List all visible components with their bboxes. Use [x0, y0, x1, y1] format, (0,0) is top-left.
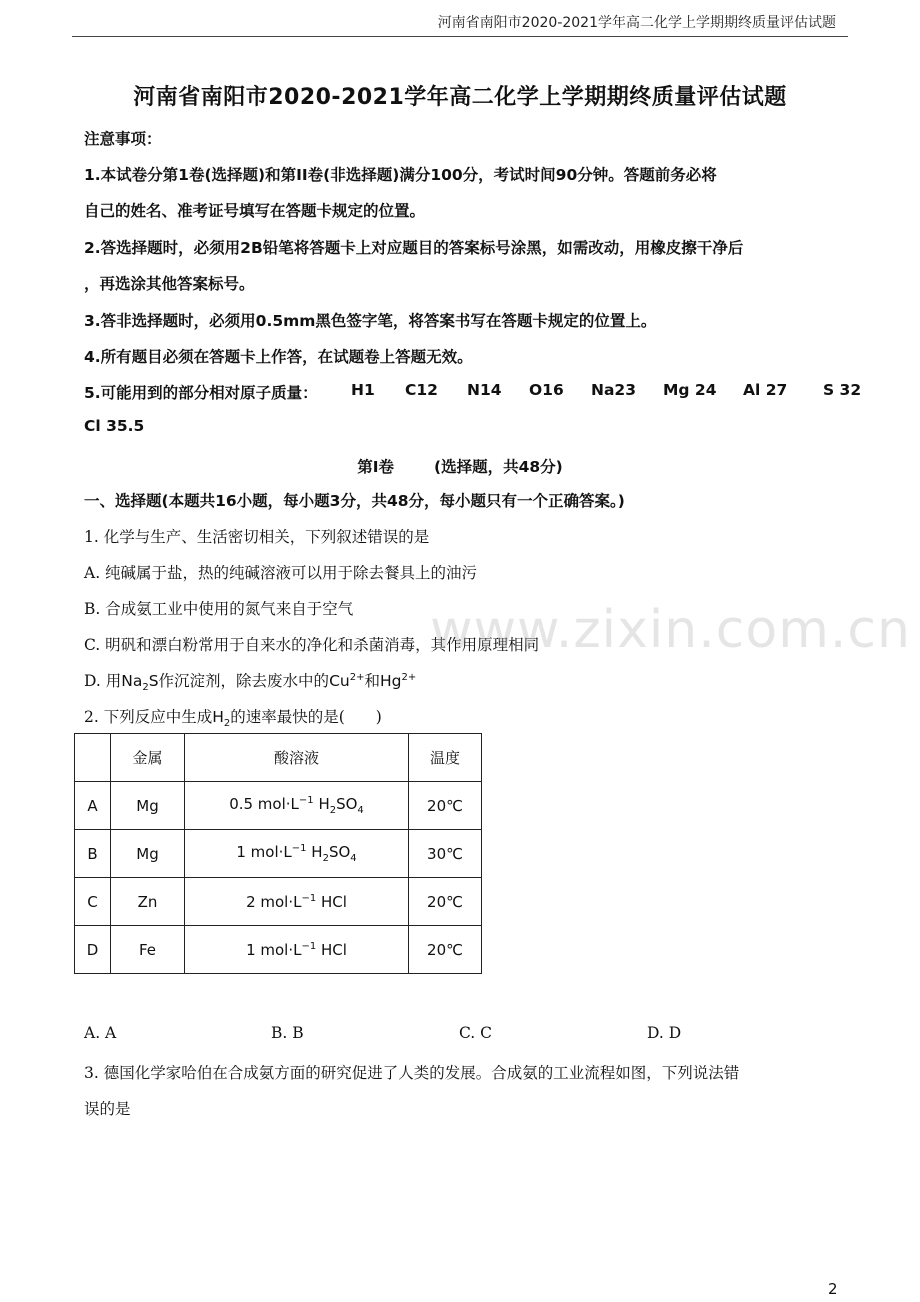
table-header-row [75, 734, 482, 782]
document-title: 河南省南阳市2020-2021学年高二化学上学期期终质量评估试题 [133, 85, 787, 110]
q2-stem-suffix: 的速率最快的是( ) [230, 708, 382, 726]
formula-na2s [121, 672, 159, 694]
question-2-stem [84, 705, 382, 729]
question-2-option-b: B. B [271, 1024, 304, 1042]
acid-formula-so: SO [336, 795, 358, 813]
acid-concentration: 2 mol·L [246, 892, 302, 911]
ion-cu-symbol: Cu [329, 672, 350, 690]
notice-item-5-line-2: Cl 35.5 [84, 417, 145, 435]
table-header-metal: 金属 [111, 734, 185, 782]
ion-hg-symbol: Hg [379, 672, 402, 690]
table-row [75, 878, 482, 926]
row-acid [185, 782, 409, 830]
atomic-mass-c: C12 [405, 381, 438, 399]
ion-cu-charge: 2+ [349, 671, 365, 683]
row-label: D [75, 926, 111, 974]
atomic-mass-prefix: 5.可能用到的部分相对原子质量： [84, 384, 318, 402]
acid-formula-so: SO [328, 843, 351, 861]
notice-item-1-line-1: 1.本试卷分第1卷(选择题)和第II卷(非选择题)满分100分，考试时间90分钟。答题前务必将 [84, 166, 717, 184]
question-1-option-c: C. 明矾和漂白粉常用于自来水的净化和杀菌消毒，其作用原理相同 [84, 636, 540, 654]
atomic-mass-na: Na23 [591, 381, 637, 399]
row-temperature: 30℃ [409, 830, 482, 878]
row-temperature: 20℃ [409, 782, 482, 830]
q2-formula-h: H [212, 708, 224, 726]
notice-item-4: 4.所有题目必须在答题卡上作答，在试题卷上答题无效。 [84, 348, 473, 366]
header-divider [72, 36, 848, 37]
q2-formula-subscript: 2 [223, 718, 231, 730]
acid-concentration: 0.5 mol·L [229, 795, 299, 813]
row-acid [185, 878, 409, 926]
notice-item-2-line-2: ，再选涂其他答案标号。 [84, 275, 255, 293]
question-1-option-a: A. 纯碱属于盐，热的纯碱溶液可以用于除去餐具上的油污 [84, 564, 478, 582]
atomic-mass-s: S 32 [823, 381, 862, 399]
formula-na: Na [121, 672, 143, 690]
row-metal: Mg [111, 782, 185, 830]
notice-item-3: 3.答非选择题时，必须用0.5mm黑色签字笔，将答案书写在答题卡规定的位置上。 [84, 312, 657, 330]
option-d-middle: 作沉淀剂，除去废水中的 [158, 672, 330, 690]
row-acid [185, 830, 409, 878]
question-2-option-a: A. A [84, 1024, 117, 1042]
atomic-mass-mg: Mg 24 [663, 381, 717, 399]
notice-item-1-line-2: 自己的姓名、准考证号填写在答题卡规定的位置。 [84, 202, 426, 220]
row-acid [185, 926, 409, 974]
watermark: www.zixin.com.cn [430, 600, 911, 660]
question-2-option-d: D. D [647, 1024, 682, 1042]
question-1-option-d [84, 669, 416, 693]
notice-heading: 注意事项： [84, 130, 162, 148]
part-heading: 一、选择题(本题共16小题，每小题3分，共48分，每小题只有一个正确答案。) [84, 492, 625, 510]
question-3-stem-line-1: 3. 德国化学家哈伯在合成氨方面的研究促进了人类的发展。合成氨的工业流程如图，下列说法错 [84, 1064, 740, 1082]
option-d-prefix: D. 用 [84, 672, 122, 690]
row-temperature: 20℃ [409, 878, 482, 926]
question-2-option-c: C. C [459, 1024, 493, 1042]
table-row [75, 830, 482, 878]
ion-hg-charge: 2+ [401, 671, 417, 683]
question-1-option-b: B. 合成氨工业中使用的氮气来自于空气 [84, 600, 354, 618]
acid-formula-h: H [318, 795, 330, 813]
table-header-temperature: 温度 [409, 734, 482, 782]
acid-concentration: 1 mol·L [246, 940, 302, 959]
acid-formula-h: H [311, 843, 323, 861]
atomic-mass-al: Al 27 [743, 381, 788, 399]
question-3-stem-line-2: 误的是 [84, 1100, 131, 1118]
atomic-mass-n: N14 [467, 381, 502, 399]
table-row [75, 782, 482, 830]
acid-formula: HCl [321, 892, 347, 911]
ion-cu [329, 672, 364, 690]
table-header-blank [75, 734, 111, 782]
q2-stem-prefix: 2. 下列反应中生成 [84, 708, 213, 726]
running-header: 河南省南阳市2020-2021学年高二化学上学期期终质量评估试题 [437, 15, 836, 31]
atomic-mass-o: O16 [529, 381, 564, 399]
notice-item-2-line-1: 2.答选择题时，必须用2B铅笔将答题卡上对应题目的答案标号涂黑，如需改动，用橡皮擦干净后 [84, 239, 744, 257]
acid-formula: HCl [321, 940, 347, 959]
table-row [75, 926, 482, 974]
acid-formula-sub2: 4 [350, 853, 357, 864]
volume-heading [0, 455, 920, 477]
question-1-stem: 1. 化学与生产、生活密切相关，下列叙述错误的是 [84, 528, 430, 546]
table-header-acid: 酸溶液 [185, 734, 409, 782]
ion-hg [380, 672, 416, 690]
row-temperature: 20℃ [409, 926, 482, 974]
acid-concentration: 1 mol·L [236, 843, 292, 861]
row-metal: Fe [111, 926, 185, 974]
unit-exponent: −1 [291, 843, 307, 854]
row-label: B [75, 830, 111, 878]
row-label: A [75, 782, 111, 830]
formula-subscript: 2 [142, 682, 149, 694]
unit-exponent: −1 [301, 892, 317, 904]
reaction-rate-table [74, 733, 482, 974]
unit-exponent: −1 [298, 795, 314, 806]
row-label: C [75, 878, 111, 926]
option-d-and: 和 [364, 672, 380, 690]
acid-formula-sub: 2 [322, 853, 329, 864]
row-metal: Zn [111, 878, 185, 926]
unit-exponent: −1 [301, 940, 317, 952]
formula-s: S [148, 672, 159, 690]
volume-label: 第Ⅰ卷 [357, 458, 395, 476]
page-number: 2 [828, 1280, 838, 1298]
volume-note: (选择题，共48分) [434, 458, 563, 476]
row-metal: Mg [111, 830, 185, 878]
atomic-mass-h: H1 [351, 381, 375, 399]
acid-formula-sub: 2 [329, 805, 337, 816]
acid-formula-sub2: 4 [357, 805, 364, 816]
